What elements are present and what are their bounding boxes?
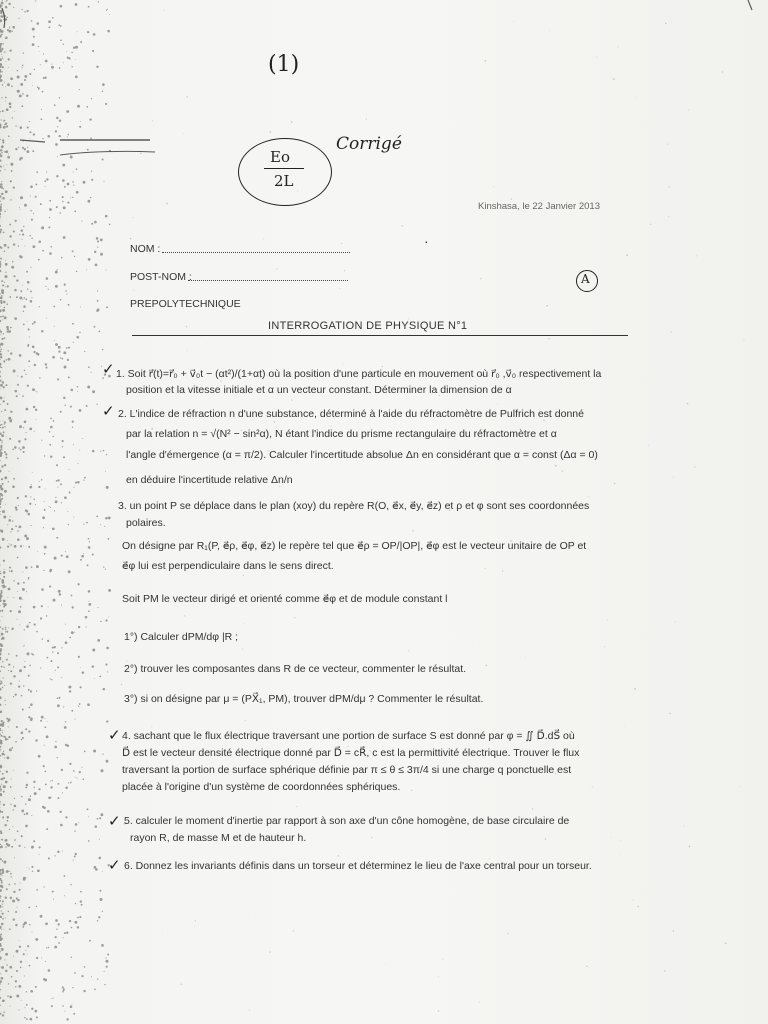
q3-line3: On désigne par R₁(P, e⃗ρ, e⃗φ, e⃗z) le repère tel que e⃗ρ = OP/|OP|, e⃗φ est le vecteur unitaire de OP et [122,540,587,552]
q4-line2: D⃗ est le vecteur densité électrique donné par D⃗ = cR⃗, c est la permittivité électrique. Trouver le flux [122,747,580,759]
q1-line1: 1. Soit r⃗(t)=r⃗₀ + v⃗₀t − (αt²)/(1+αt) où la position d'une particule en mouvement où r⃗₀ ,v⃗₀ respectivement la [116,368,602,380]
q3-line1: 3. un point P se déplace dans le plan (xoy) du repère R(O, e⃗x, e⃗y, e⃗z) et ρ et φ sont ses coordonnées [118,500,590,512]
nom-label: NOM : [130,243,161,255]
postnom-field-line [188,280,348,281]
score-numerator: Eo [270,148,290,166]
circled-letter: A [581,272,590,286]
q4-line4: placée à l'origine d'un système de coordonnées sphériques. [122,781,401,793]
q2-line2: par la relation n = √(N² − sin²α), N étant l'indice du prisme rectangulaire du réfractomètre et α [126,428,557,440]
class-label: PREPOLYTECHNIQUE [130,298,241,310]
q3-sub2: 2°) trouver les composantes dans R de ce vecteur, commenter le résultat. [124,663,467,675]
check-mark-icon: ✓ [102,402,115,420]
fraction-bar [264,168,304,169]
page-number-annotation: (1) [268,52,300,77]
q3-line2: polaires. [126,517,166,529]
q6-line1: 6. Donnez les invariants définis dans un torseur et déterminez le lieu de l'axe central pour un torseur. [124,860,592,872]
q3-line5: Soit PM le vecteur dirigé et orienté comme e⃗φ et de module constant l [122,593,448,605]
q3-line4: e⃗φ lui est perpendiculaire dans le sens direct. [122,560,334,572]
check-mark-icon: ✓ [108,856,121,874]
q5-line2: rayon R, de masse M et de hauteur h. [130,832,307,844]
check-mark-icon: ✓ [108,812,121,830]
q2-line4: en déduire l'incertitude relative Δn/n [126,474,293,486]
stray-mark: · [424,233,429,249]
q4-line3: traversant la portion de surface sphérique définie par π ≤ θ ≤ 3π/4 si une charge q ponctuelle est [122,764,572,776]
corrige-annotation: Corrigé [336,134,402,154]
q3-sub1: 1°) Calculer dPM/dφ |R ; [124,631,239,643]
title-rule [132,335,628,336]
exam-title: INTERROGATION DE PHYSIQUE N°1 [268,320,468,332]
q5-line1: 5. calculer le moment d'inertie par rapport à son axe d'un cône homogène, de base circulaire de [124,815,570,827]
q2-line1: 2. L'indice de réfraction n d'une substance, déterminé à l'aide du réfractomètre de Pulfrich est donné [118,408,584,420]
q1-line2: position et la vitesse initiale et α un vecteur constant. Déterminer la dimension de α [126,384,512,396]
check-mark-icon: ✓ [108,726,121,744]
place-date: Kinshasa, le 22 Janvier 2013 [478,201,600,212]
q2-line3: l'angle d'émergence (α = π/2). Calculer l'incertitude absolue Δn en considérant que α = const (Δα = 0) [126,449,598,461]
score-denominator: 2L [274,172,294,190]
postnom-label: POST-NOM : [130,271,192,283]
check-mark-icon: ✓ [102,360,115,378]
q4-line1: 4. sachant que le flux électrique traversant une portion de surface S est donné par φ = ∬ D⃗.dS⃗ où [122,730,575,742]
q3-sub3: 3°) si on désigne par μ = (PX⃗₁, PM), trouver dPM/dμ ? Commenter le résultat. [124,693,484,705]
nom-field-line [162,252,350,253]
